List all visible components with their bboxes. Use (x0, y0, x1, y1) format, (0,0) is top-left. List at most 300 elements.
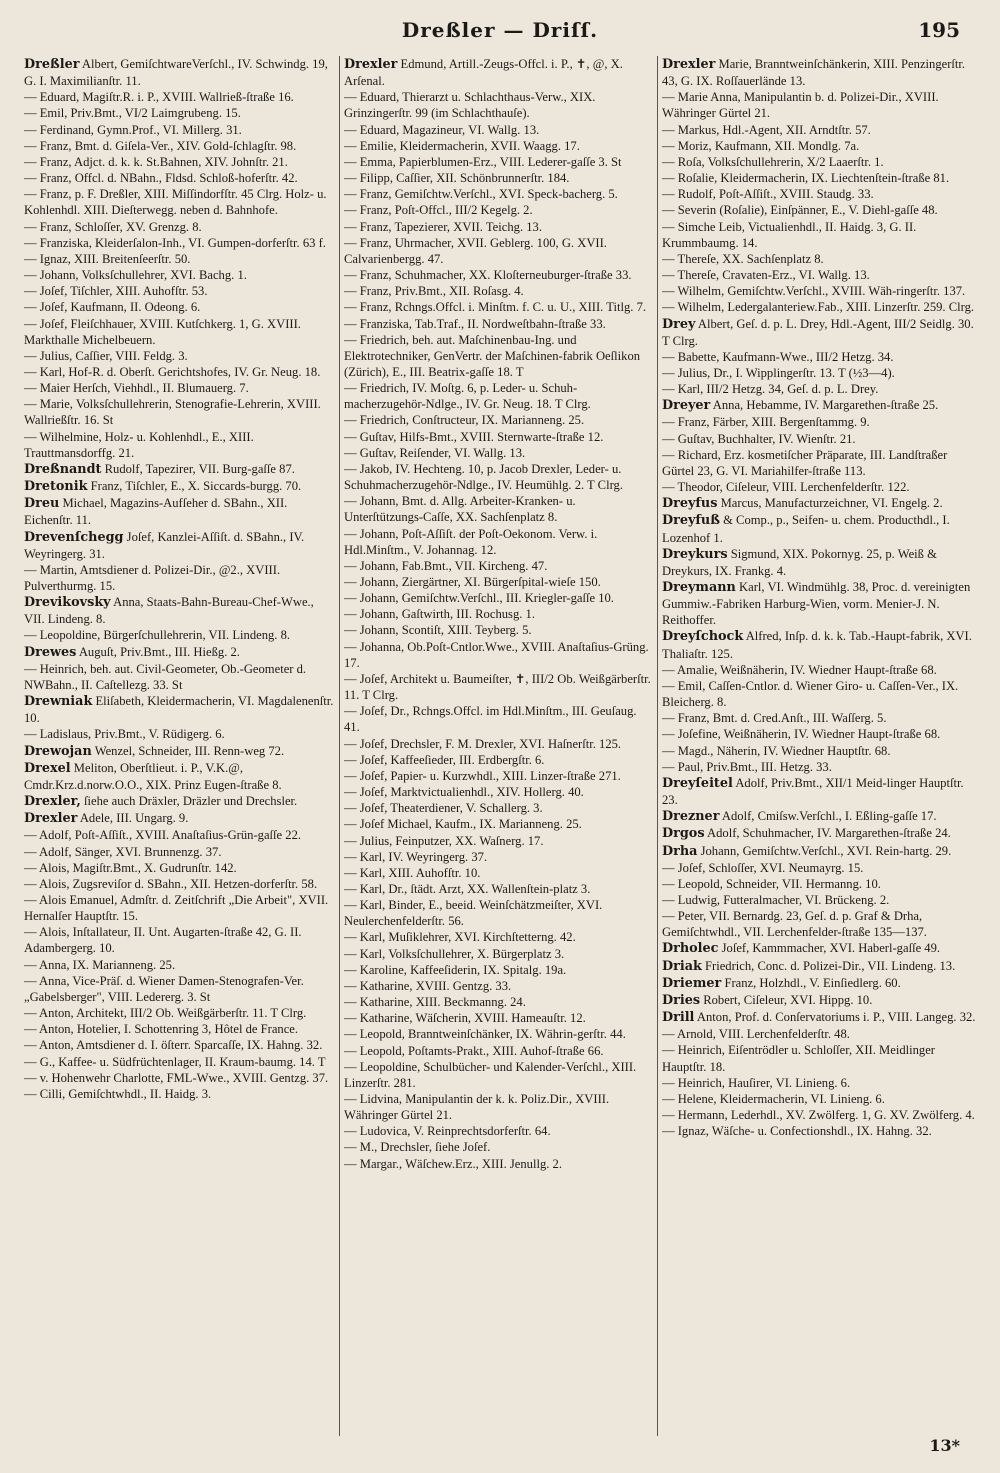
directory-subentry (24, 892, 336, 924)
entry-text: — Joſef, Schloſſer, XVI. Neumayrg. 15. (662, 860, 864, 875)
directory-entry (662, 975, 980, 992)
entry-text: — Eduard, Magiſtr.R. i. P., XVIII. Wallrieß-ſtraße 16. (24, 90, 294, 105)
directory-subentry (344, 170, 654, 186)
entry-text: — v. Hohenwehr Charlotte, FML-Wwe., XVIII. Gentzg. 37. (24, 1070, 329, 1085)
directory-subentry (344, 235, 654, 267)
entry-text: — Heinrich, Hauſirer, VI. Linieng. 6. (662, 1075, 851, 1090)
entry-surname: Drha (662, 843, 698, 859)
directory-subentry (24, 396, 336, 428)
directory-subentry (344, 299, 654, 315)
entry-text: — Karoline, Kaffeeſiderin, IX. Spitalg. 19a. (344, 962, 567, 977)
entry-surname: Drexler, (24, 794, 81, 810)
entry-text: — Emma, Papierblumen-Erz., VIII. Lederer-gaſſe 3. St (344, 154, 622, 169)
directory-subentry (344, 784, 654, 800)
entry-text: — Leopold, Poſtamts-Prakt., XIII. Auhof-ſtraße 66. (344, 1043, 604, 1058)
directory-subentry (662, 219, 980, 251)
entry-surname: Drewojan (24, 743, 92, 759)
entry-text: Marie, Branntweinſchänkerin, XIII. Penzingerſtr. 43, G. IX. Roſſauerlände 13. (662, 57, 966, 89)
directory-entry (24, 594, 336, 627)
entry-text: — Jakob, IV. Hechteng. 10, p. Jacob Drexler, Leder- u. Schuhmacherzugehör-Ndlge., IV. Heumühlg. 2. T Clrg. (344, 461, 623, 493)
entry-surname: Drevenſchegg (24, 529, 124, 545)
directory-subentry (344, 461, 654, 493)
entry-surname: Drholec (662, 941, 719, 957)
entry-surname: Drexler (662, 57, 716, 72)
entry-text: — Leopoldine, Schulbücher- und Kalender-Verſchl., XIII. Linzerſtr. 281. (344, 1059, 637, 1090)
entry-text: — Ignaz, XIII. Breitenſeerſtr. 50. (24, 251, 191, 266)
directory-subentry (662, 202, 980, 218)
directory-entry (662, 397, 980, 414)
entry-text: — Johann, Bmt. d. Allg. Arbeiter-Kranken- u. Unterſtützungs-Caſſe, XX. Sachſenplatz 8. (344, 494, 576, 525)
entry-text: — Karl, Muſiklehrer, XVI. Kirchſtetterng. 42. (344, 930, 576, 945)
directory-subentry (24, 844, 336, 860)
entry-text: — Ignaz, Wäſche- u. Confectionshdl., IX. Hahng. 32. (662, 1124, 932, 1139)
directory-subentry (344, 1139, 654, 1155)
directory-subentry (24, 924, 336, 956)
entry-text: Anna, Staats-Bahn-Bureau-Chef-Wwe., VII. Lindeng. 8. (24, 595, 314, 627)
entry-text: — Franz, Uhrmacher, XVII. Geblerg. 100, G. XVII. Calvarienbergg. 47. (344, 235, 607, 266)
entry-text: — Johanna, Ob.Poſt-Cntlor.Wwe., XVIII. Anaſtaſius-Grüng. 17. (344, 639, 649, 670)
entry-text: — Heinrich, beh. aut. Civil-Geometer, Ob.-Geometer d. NWBahn., II. Caſtellezg. 33. St (24, 661, 307, 692)
directory-subentry (662, 251, 980, 267)
directory-subentry (662, 89, 980, 121)
entry-text: Franz, Tiſchler, E., X. Siccards-burgg. 70. (90, 479, 302, 494)
entry-text: — Wilhelm, Gemiſchtw.Verſchl., XVIII. Wäh-ringerſtr. 137. (662, 284, 966, 299)
entry-surname: Drill (662, 1010, 695, 1026)
entry-text: — Joſef, Tiſchler, XIII. Auhofſtr. 53. (24, 284, 208, 299)
entry-text: — Severin (Roſalie), Einſpänner, E., V. Diehl-gaſſe 48. (662, 203, 938, 218)
entry-text: — Babette, Kaufmann-Wwe., III/2 Hetzg. 34. (662, 349, 894, 364)
directory-subentry (344, 154, 654, 170)
entry-text: — Ludovica, V. Reinprechtsdorferſtr. 64. (344, 1124, 551, 1139)
directory-subentry (344, 994, 654, 1010)
entry-text: — G., Kaffee- u. Südfrüchtenlager, II. Kraum-baumg. 14. T (24, 1054, 326, 1069)
directory-subentry (344, 800, 654, 816)
directory-subentry (344, 1123, 654, 1139)
entry-text: — Karl, Binder, E., beeid. Weinſchätzmeiſter, XVI. Neulerchenfelderſtr. 56. (344, 898, 603, 929)
directory-entry (24, 495, 336, 528)
entry-surname: Drexel (24, 760, 71, 776)
directory-subentry (24, 170, 336, 186)
entry-text: — Anna, IX. Marianneng. 25. (24, 957, 176, 972)
entry-text: — Magd., Näherin, IV. Wiedner Hauptſtr. 68. (662, 743, 891, 758)
entry-text: — Joſef, Papier- u. Kurzwhdl., XIII. Linzer-ſtraße 271. (344, 768, 621, 783)
entry-text: — Johann, Scontiſt, XIII. Teyberg. 5. (344, 623, 532, 638)
entry-surname: Dreu (24, 496, 60, 512)
directory-subentry (344, 445, 654, 461)
entry-text: — Eduard, Thierarzt u. Schlachthaus-Verw., XIX. Grinzingerſtr. 99 (im Schlachthauſe). (344, 90, 596, 121)
entry-text: — Franz, Tapezierer, XVII. Teichg. 13. (344, 219, 542, 234)
directory-subentry (344, 186, 654, 202)
directory-subentry (662, 365, 980, 381)
directory-entry (662, 775, 980, 808)
column-1 (24, 56, 336, 1436)
entry-text: — Rudolf, Poſt-Aſſiſt., XVIII. Staudg. 33. (662, 187, 874, 202)
entry-text: — Theodor, Ciſeleur, VIII. Lerchenfelderſtr. 122. (662, 480, 910, 495)
directory-subentry (662, 710, 980, 726)
entry-text: Michael, Magazins-Aufſeher d. SBahn., XII. Eichenſtr. 11. (24, 496, 288, 528)
directory-entry (24, 529, 336, 562)
directory-subentry (24, 267, 336, 283)
directory-subentry (24, 661, 336, 693)
entry-surname: Drey (662, 316, 696, 332)
directory-subentry (344, 946, 654, 962)
entry-surname: Dreyfuß (662, 513, 720, 529)
directory-subentry (662, 860, 980, 876)
entry-text: — Karl, Dr., ſtädt. Arzt, XX. Wallenſtein-platz 3. (344, 881, 591, 896)
entry-surname: Drgos (662, 826, 705, 842)
directory-subentry (24, 1054, 336, 1070)
directory-subentry (344, 493, 654, 525)
entry-text: — Thereſe, XX. Sachſenplatz 8. (662, 251, 824, 266)
entry-text: — Leopoldine, Bürgerſchullehrerin, VII. Lindeng. 8. (24, 628, 291, 643)
entry-surname: Driak (662, 958, 702, 974)
entry-text: Albert, GemiſchtwareVerſchl., IV. Schwindg. 19, G. I. Maximilianſtr. 11. (24, 57, 328, 89)
directory-subentry (662, 267, 980, 283)
directory-subentry (344, 138, 654, 154)
directory-entry (24, 478, 336, 495)
directory-subentry (344, 849, 654, 865)
entry-text: — Joſef, Kaufmann, II. Odeong. 6. (24, 300, 201, 315)
entry-text: — Leopold, Schneider, VII. Hermanng. 10. (662, 876, 881, 891)
directory-subentry (24, 105, 336, 121)
entry-text: — Franz, Schuhmacher, XX. Kloſterneuburger-ſtraße 33. (344, 268, 632, 283)
entry-text: Alfred, Inſp. d. k. k. Tab.-Haupt-fabrik, XVI. Thaliaſtr. 125. (662, 629, 972, 661)
directory-subentry (344, 752, 654, 768)
directory-entry (24, 693, 336, 726)
entry-text: — Maier Herſch, Viehhdl., II. Blumauerg. 7. (24, 381, 249, 396)
directory-subentry (24, 429, 336, 461)
entry-text: — Lidvina, Manipulantin der k. k. Poliz.Dir., XVIII. Währinger Gürtel 21. (344, 1092, 610, 1123)
entry-text: Adolf, Schuhmacher, IV. Margarethen-ſtraße 24. (707, 826, 951, 841)
entry-text: — Richard, Erz. kosmetiſcher Präparate, III. Landſtraßer Gürtel 23, G. VI. Mariahilfer-ſtraße 113. (662, 447, 948, 478)
entry-surname: Dreyer (662, 398, 711, 414)
entry-text: Joſef, Kammmacher, XVI. Haberl-gaſſe 49. (721, 941, 941, 956)
directory-entry (662, 56, 980, 89)
column-3 (662, 56, 980, 1436)
entry-text: — Karl, Volksſchullehrer, X. Bürgerplatz 3. (344, 946, 565, 961)
directory-subentry (344, 429, 654, 445)
directory-entry (662, 628, 980, 661)
directory-subentry (344, 1026, 654, 1042)
directory-subentry (662, 743, 980, 759)
running-head (0, 14, 1000, 48)
entry-text: Wenzel, Schneider, III. Renn-weg 72. (94, 743, 285, 758)
entry-text: Meliton, Oberſtlieut. i. P., V.K.@, Cmdr.Krz.d.norw.O.O., XIX. Prinz Eugen-ſtraße 8. (24, 760, 282, 792)
directory-subentry (344, 558, 654, 574)
entry-text: & Comp., p., Seifen- u. chem. Producthdl., I. Lozenhof 1. (662, 513, 950, 545)
entry-text: Rudolf, Tapezirer, VII. Burg-gaſſe 87. (104, 461, 295, 476)
entry-text: Franz, Holzhdl., V. Einſiedlerg. 60. (724, 975, 901, 990)
directory-subentry (24, 219, 336, 235)
directory-subentry (344, 962, 654, 978)
directory-entry (662, 546, 980, 579)
directory-subentry (24, 973, 336, 1005)
entry-text: Friedrich, Conc. d. Polizei-Dir., VII. Lindeng. 13. (705, 958, 956, 973)
directory-subentry (344, 283, 654, 299)
entry-text: — M., Drechsler, ſiehe Joſef. (344, 1140, 491, 1155)
directory-subentry (662, 414, 980, 430)
directory-entry (24, 743, 336, 760)
entry-text: — Johann, Ziergärtner, XI. Bürgerſpital-wieſe 150. (344, 575, 601, 589)
directory-subentry (662, 662, 980, 678)
entry-text: — Roſalie, Kleidermacherin, IX. Liechtenſtein-ſtraße 81. (662, 171, 950, 186)
entry-text: — Joſef, Theaterdiener, V. Schallerg. 3. (344, 801, 543, 816)
entry-text: — Hermann, Lederhdl., XV. Zwölferg. 1, G. XV. Zwölferg. 4. (662, 1108, 975, 1122)
entry-text: — Karl, XIII. Auhofſtr. 10. (344, 865, 481, 880)
entry-text: — Alois, Zugsreviſor d. SBahn., XII. Hetzen-dorferſtr. 58. (24, 876, 318, 891)
entry-text: — Heinrich, Eiſentrödler u. Schloſſer, XII. Meidlinger Hauptſtr. 18. (662, 1043, 935, 1074)
directory-subentry (24, 138, 336, 154)
entry-text: — Wilhelm, Ledergalanteriew.Fab., XIII. Linzerſtr. 259. Clrg. (662, 300, 975, 315)
directory-subentry (662, 299, 980, 315)
entry-text: — Peter, VII. Bernardg. 23, Geſ. d. p. Graf & Drha, Gemiſchtwhdl., VII. Lerchenfelder-ſtraße 135—137. (662, 909, 927, 940)
entry-text: — Alois Emanuel, Admſtr. d. Zeitſchrift „Die Arbeit", XVII. Hernalſer Hauptſtr. 15. (24, 892, 329, 924)
directory-subentry (662, 1075, 980, 1091)
directory-subentry (24, 283, 336, 299)
entry-text: — Franz, Schloſſer, XV. Grenzg. 8. (24, 219, 202, 234)
entry-text: — Joſefine, Weißnäherin, IV. Wiedner Haupt-ſtraße 68. (662, 727, 941, 742)
directory-subentry (344, 606, 654, 622)
entry-text: — Guſtav, Hilfs-Bmt., XVIII. Sternwarte-ſtraße 12. (344, 429, 604, 444)
entry-text: Edmund, Artill.-Zeugs-Offcl. i. P., ✝, @, X. Arſenal. (344, 57, 623, 89)
entry-text: — Marie Anna, Manipulantin b. d. Polizei-Dir., XVIII. Währinger Gürtel 21. (662, 90, 939, 121)
entry-text: — Anna, Vice-Präſ. d. Wiener Damen-Stenografen-Ver. „Gabelsberger", VIII. Ledererg. 3. St (24, 973, 304, 1004)
entry-text: — Helene, Kleidermacherin, VI. Linieng. 6. (662, 1091, 885, 1106)
entry-text: — Julius, Dr., I. Wipplingerſtr. 13. T (½3—4). (662, 365, 895, 380)
directory-entry (344, 56, 654, 89)
directory-subentry (344, 897, 654, 929)
directory-subentry (662, 678, 980, 710)
directory-subentry (344, 122, 654, 138)
entry-text: — Julius, Caſſier, VIII. Feldg. 3. (24, 348, 188, 363)
directory-subentry (344, 219, 654, 235)
column-divider (339, 56, 340, 1436)
entry-text: — Marie, Volksſchullehrerin, Stenografie-Lehrerin, XVIII. Wallrießſtr. 16. St (24, 397, 321, 428)
entry-text: — Ferdinand, Gymn.Prof., VI. Millerg. 31. (24, 122, 242, 137)
entry-text: — Franz, Offcl. d. NBahn., Fldsd. Schloß-hoferſtr. 42. (24, 171, 298, 186)
entry-text: — Friedrich, beh. aut. Maſchinenbau-Ing. und Elektrotechniker, GenVertr. der Maſchinen-fabrik Oeſlikon (Zürich), E., III. Beatrix-gaſſe 18. T (344, 332, 641, 379)
directory-subentry (344, 202, 654, 218)
entry-surname: Drewniak (24, 694, 93, 710)
entry-text: Albert, Geſ. d. p. L. Drey, Hdl.-Agent, III/2 Seidlg. 30. T Clrg. (662, 316, 974, 348)
directory-subentry (344, 639, 654, 671)
entry-text: — Guſtav, Buchhalter, IV. Wienſtr. 21. (662, 431, 856, 446)
directory-subentry (662, 908, 980, 940)
entry-text: — Margar., Wäſchew.Erz., XIII. Jenullg. 2. (344, 1156, 562, 1171)
directory-subentry (24, 726, 336, 742)
directory-subentry (662, 1042, 980, 1074)
directory-subentry (344, 929, 654, 945)
entry-surname: Dreyſchock (662, 629, 744, 645)
directory-subentry (24, 122, 336, 138)
directory-subentry (24, 299, 336, 315)
directory-entry (24, 760, 336, 793)
entry-surname: Dreymann (662, 580, 736, 595)
directory-subentry (344, 736, 654, 752)
entry-surname: Dretonik (24, 479, 88, 495)
directory-subentry (344, 816, 654, 832)
entry-text: — Emilie, Kleidermacherin, XVII. Waagg. 17. (344, 138, 580, 153)
directory-subentry (662, 381, 980, 397)
entry-text: — Katharine, XVIII. Gentzg. 33. (344, 978, 512, 993)
directory-entry (24, 56, 336, 89)
directory-subentry (24, 860, 336, 876)
entry-text: — Friedrich, IV. Moſtg. 6, p. Leder- u. Schuh-macherzugehör-Ndlge., IV. Gr. Neug. 18. T Clrg. (344, 381, 591, 412)
directory-subentry (662, 759, 980, 775)
entry-surname: Dreßler (24, 57, 80, 72)
entry-text: — Amalie, Weißnäherin, IV. Wiedner Haupt-ſtraße 68. (662, 662, 937, 677)
entry-text: — Franz, Bmt. d. Cred.Anſt., III. Waſſerg. 5. (662, 711, 887, 726)
directory-subentry (24, 364, 336, 380)
entry-surname: Dreyſeitel (662, 775, 733, 791)
entry-text: Joſef, Kanzlei-Aſſiſt. d. SBahn., IV. Weyringerg. 31. (24, 529, 305, 561)
directory-entry (24, 644, 336, 661)
running-title: Dreßler — Driſſ. (401, 18, 599, 42)
entry-text: — Joſef, Drechsler, F. M. Drexler, XVI. Haſnerſtr. 125. (344, 736, 622, 751)
entry-text: Karl, VI. Windmühlg. 38, Proc. d. vereinigten Gummiw.-Fabriken Harburg-Wien, vorm. Menier-J. N. Reithoffer. (662, 580, 971, 628)
directory-subentry (662, 170, 980, 186)
directory-entry (662, 808, 980, 825)
entry-text: — Franz, Bmt. d. Giſela-Ver., XIV. Gold-ſchlagſtr. 98. (24, 138, 297, 153)
directory-subentry (24, 235, 336, 251)
entry-text: Adele, III. Ungarg. 9. (79, 811, 189, 826)
directory-subentry (662, 186, 980, 202)
entry-text: — Cilli, Gemiſchtwhdl., II. Haidg. 3. (24, 1086, 212, 1101)
directory-subentry (24, 348, 336, 364)
directory-subentry (344, 622, 654, 638)
directory-subentry (662, 431, 980, 447)
directory-subentry (344, 590, 654, 606)
directory-subentry (662, 154, 980, 170)
entry-surname: Dreykurs (662, 546, 728, 562)
entry-text: — Franziska, Tab.Traf., II. Nordweſtbahn-ſtraße 33. (344, 316, 606, 331)
entry-text: — Ludwig, Futteralmacher, VI. Brückeng. 2. (662, 892, 890, 907)
entry-text: — Joſef Michael, Kaufm., IX. Marianneng. 25. (344, 817, 582, 832)
directory-subentry (24, 154, 336, 170)
entry-text: — Filipp, Caſſier, XII. Schönbrunnerſtr. 184. (344, 171, 570, 186)
directory-entry (662, 316, 980, 349)
entry-text: ſiehe auch Dräxler, Dräzler und Drechsler. (84, 794, 298, 809)
entry-text: — Emil, Caſſen-Cntlor. d. Wiener Giro- u. Caſſen-Ver., IX. Bleicherg. 8. (662, 678, 959, 710)
directory-subentry (344, 881, 654, 897)
entry-text: Marcus, Manufacturzeichner, VI. Engelg. 2. (720, 496, 943, 511)
entry-text: — Joſef, Architekt u. Baumeiſter, ✝, III/2 Ob. Weißgärberſtr. 11. T Clrg. (344, 671, 651, 703)
entry-text: — Alois, Inſtallateur, II. Unt. Augarten-ſtraße 42, G. II. Adambergerg. 10. (24, 925, 302, 956)
entry-surname: Driemer (662, 975, 722, 991)
directory-subentry (24, 627, 336, 643)
entry-text: — Julius, Feinputzer, XX. Waſnerg. 17. (344, 833, 544, 848)
entry-text: — Johann, Gaſtwirth, III. Rochusg. 1. (344, 607, 535, 622)
entry-text: — Franz, Priv.Bmt., XII. Roſasg. 4. (344, 284, 524, 299)
entry-text: Anton, Prof. d. Conſervatoriums i. P., VIII. Langeg. 32. (696, 1010, 976, 1025)
entry-text: — Arnold, VIII. Lerchenfelderſtr. 48. (662, 1027, 850, 1042)
entry-text: — Franz, Gemiſchtw.Verſchl., XVI. Speck-bacherg. 5. (344, 187, 618, 202)
directory-subentry (344, 671, 654, 703)
directory-entry (662, 958, 980, 975)
directory-entry (662, 495, 980, 512)
entry-text: Auguſt, Priv.Bmt., III. Hießg. 2. (78, 644, 240, 659)
directory-subentry (662, 1107, 980, 1123)
directory-subentry (24, 380, 336, 396)
entry-surname: Dreyfus (662, 496, 718, 512)
entry-text: — Markus, Hdl.-Agent, XII. Arndtſtr. 57. (662, 122, 871, 137)
directory-subentry (24, 957, 336, 973)
entry-text: — Paul, Priv.Bmt., III. Hetzg. 33. (662, 759, 832, 774)
entry-text: Johann, Gemiſchtw.Verſchl., XVI. Rein-hartg. 29. (700, 843, 952, 858)
directory-subentry (344, 1010, 654, 1026)
directory-entry (24, 793, 336, 810)
directory-subentry (24, 89, 336, 105)
directory-subentry (344, 267, 654, 283)
directory-subentry (662, 892, 980, 908)
column-divider (657, 56, 658, 1436)
entry-text: — Franz, p. F. Dreßler, XIII. Miſſindorfſtr. 45 Clrg. Holz- u. Kohlenhdl. XIII. Dieſterwegg. neben d. Bahnhofe. (24, 187, 327, 218)
entry-text: — Adolf, Sänger, XVI. Brunnenzg. 37. (24, 844, 222, 859)
directory-subentry (662, 726, 980, 742)
directory-subentry (344, 703, 654, 735)
entry-text: — Franz, Färber, XIII. Bergenſtammg. 9. (662, 415, 870, 430)
entry-text: — Wilhelmine, Holz- u. Kohlenhdl., E., XIII. Trauttmansdorffg. 21. (24, 429, 254, 460)
entry-text: — Franz, Rchngs.Offcl. i. Minſtm. f. C. u. U., XIII. Titlg. 7. (344, 300, 647, 315)
entry-text: — Guſtav, Reiſender, VI. Wallg. 13. (344, 445, 526, 460)
directory-subentry (662, 447, 980, 479)
entry-text: — Emil, Priv.Bmt., VI/2 Laimgrubeng. 15. (24, 106, 241, 121)
directory-subentry (344, 526, 654, 558)
directory-entry (662, 579, 980, 628)
directory-subentry (662, 122, 980, 138)
directory-subentry (662, 1123, 980, 1139)
column-2 (344, 56, 654, 1436)
directory-entry (662, 843, 980, 860)
directory-subentry (344, 1059, 654, 1091)
directory-subentry (662, 876, 980, 892)
entry-surname: Drexler (24, 811, 78, 827)
directory-entry (662, 512, 980, 545)
entry-surname: Drevikovsky (24, 595, 111, 611)
directory-subentry (24, 1086, 336, 1102)
entry-text: — Franz, Adjct. d. k. k. St.Bahnen, XIV. Johnſtr. 21. (24, 154, 288, 169)
entry-text: — Adolf, Poſt-Aſſiſt., XVIII. Anaſtaſius-Grün-gaſſe 22. (24, 828, 302, 843)
directory-subentry (344, 332, 654, 380)
directory-subentry (344, 1091, 654, 1123)
entry-text: — Martin, Amtsdiener d. Polizei-Dir., @2., XVIII. Pulverthurmg. 15. (24, 562, 281, 593)
entry-text: — Franziska, Kleiderſalon-Inh., VI. Gumpen-dorferſtr. 63 f. (24, 235, 326, 250)
entry-text: Eliſabeth, Kleidermacherin, VI. Magdalenenſtr. 10. (24, 694, 334, 726)
entry-text: — Eduard, Magazineur, VI. Wallg. 13. (344, 122, 540, 137)
entry-text: — Karl, III/2 Hetzg. 34, Geſ. d. p. L. Drey. (662, 382, 879, 397)
entry-text: — Anton, Hotelier, I. Schottenring 3, Hôtel de France. (24, 1022, 299, 1037)
directory-subentry (24, 1021, 336, 1037)
directory-subentry (24, 251, 336, 267)
entry-surname: Drewes (24, 644, 77, 660)
entry-surname: Drexler (344, 57, 398, 72)
entry-text: — Joſef, Dr., Rchngs.Offcl. im Hdl.Minſtm., III. Geuſaug. 41. (344, 704, 637, 735)
directory-subentry (24, 1005, 336, 1021)
entry-text: — Thereſe, Cravaten-Erz., VI. Wallg. 13. (662, 268, 870, 283)
entry-text: — Johann, Poſt-Aſſiſt. der Poſt-Oekonom. Verw. i. Hdl.Minſtm., V. Johannag. 12. (344, 526, 598, 557)
directory-subentry (344, 316, 654, 332)
entry-surname: Dreßnandt (24, 461, 102, 477)
directory-subentry (344, 768, 654, 784)
directory-entry (662, 992, 980, 1009)
directory-entry (24, 810, 336, 827)
entry-text: — Roſa, Volksſchullehrerin, X/2 Laaerſtr. 1. (662, 154, 884, 169)
entry-text: — Katharine, Wäſcherin, XVIII. Hameauſtr. 12. (344, 1011, 586, 1026)
directory-subentry (662, 1026, 980, 1042)
directory-subentry (24, 827, 336, 843)
entry-text: — Moriz, Kaufmann, XII. Mondlg. 7a. (662, 138, 860, 153)
entry-surname: Drezner (662, 809, 720, 825)
